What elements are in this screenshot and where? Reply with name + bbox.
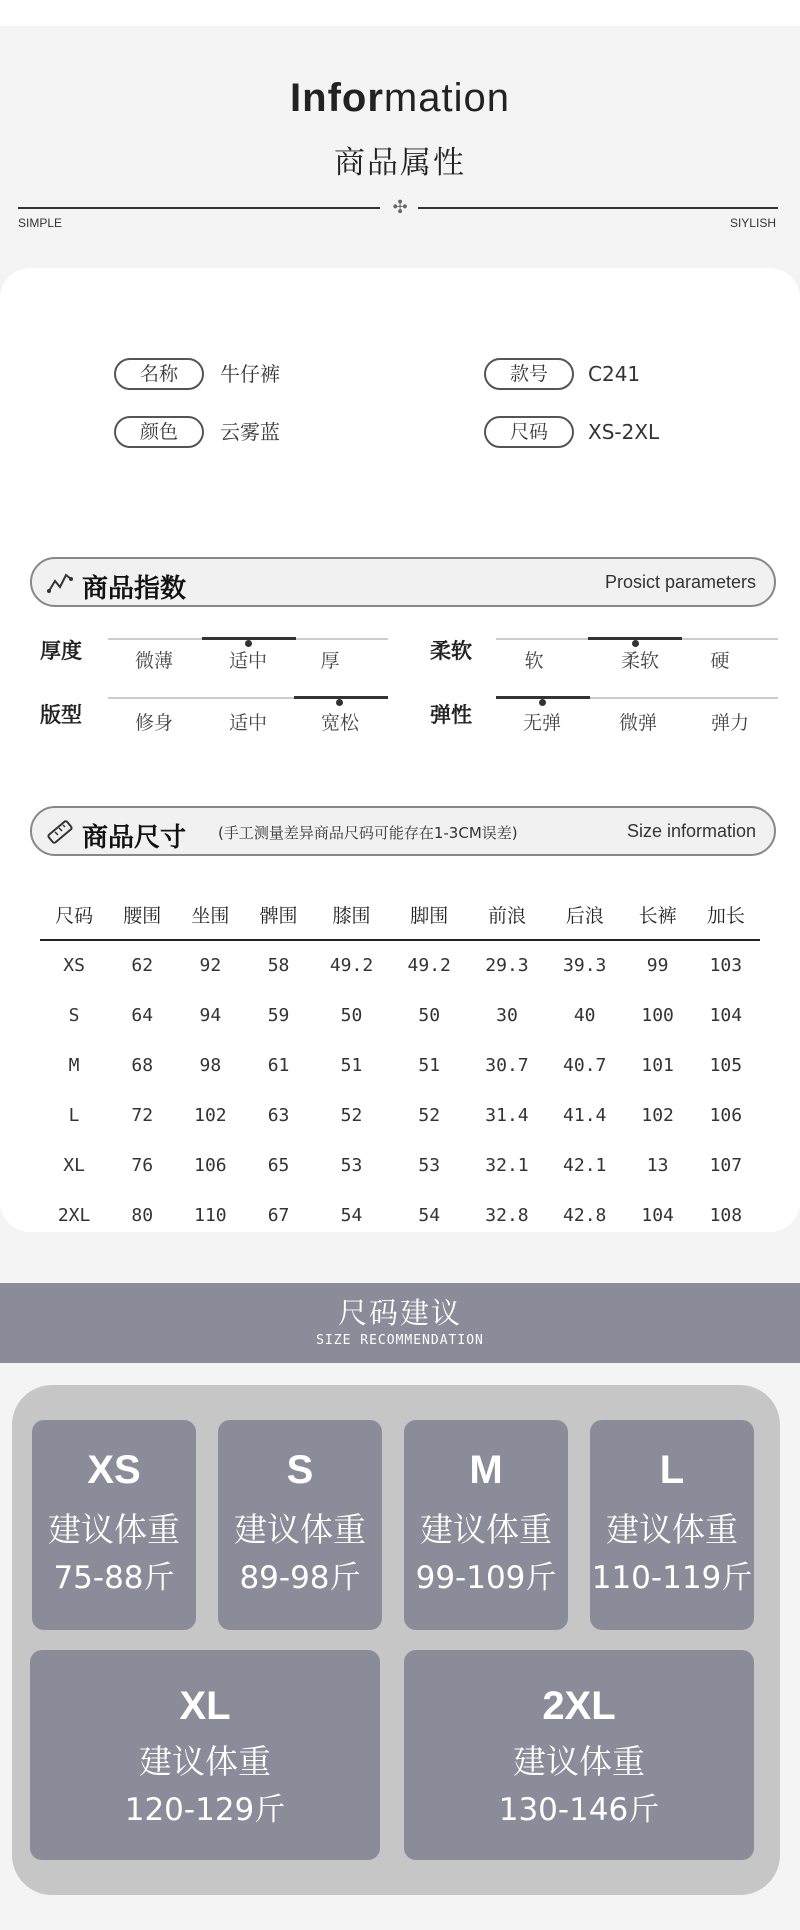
- table-cell: 29.3: [485, 955, 529, 976]
- ruler-icon: [46, 818, 74, 846]
- table-cell: 30.7: [485, 1054, 529, 1076]
- index-label-elasticity: 弹性: [430, 703, 472, 727]
- size-section-bar: [30, 806, 776, 856]
- col-header: 后浪: [565, 905, 604, 927]
- size-table: [40, 890, 760, 1240]
- index-option: 适中: [228, 712, 267, 734]
- size-section-subtitle: Size information: [626, 821, 756, 841]
- table-cell: 76: [131, 1154, 154, 1176]
- table-cell: 39.3: [563, 955, 607, 976]
- size-card-size: XS: [87, 1448, 141, 1492]
- index-option: 无弹: [522, 712, 561, 734]
- table-cell: 52: [418, 1104, 441, 1126]
- table-cell: 106: [709, 1104, 743, 1126]
- index-label-fit: 版型: [40, 703, 82, 727]
- size-card-range: 75-88斤: [53, 1560, 175, 1596]
- table-row: [40, 990, 760, 1040]
- table-cell: 92: [199, 955, 222, 976]
- attr-value-name: 牛仔裤: [220, 362, 280, 386]
- table-cell: 110: [194, 1204, 227, 1226]
- attr-label-color: 颜色: [114, 416, 204, 448]
- table-cell: 65: [267, 1154, 290, 1176]
- cross-ornament-icon: ✣: [392, 197, 408, 218]
- table-cell: 42.1: [563, 1154, 607, 1176]
- index-option: 微弹: [618, 712, 657, 734]
- size-card-label: 建议体重: [513, 1742, 645, 1781]
- header-divider-right: [418, 207, 778, 209]
- size-card-range: 110-119斤: [591, 1560, 753, 1596]
- table-row: [40, 1140, 760, 1190]
- table-cell: 102: [641, 1104, 674, 1126]
- col-header: 尺码: [55, 905, 94, 927]
- table-cell: 32.8: [485, 1204, 529, 1226]
- size-card-size: M: [469, 1448, 503, 1492]
- index-option: 软: [524, 650, 544, 672]
- size-card-label: 建议体重: [139, 1742, 271, 1781]
- table-cell: 30: [496, 1004, 518, 1026]
- index-section-bar: [30, 557, 776, 607]
- table-cell: 59: [267, 1004, 290, 1026]
- size-recommendation-banner: [0, 1283, 800, 1363]
- attr-label-style-no: 款号: [484, 358, 574, 390]
- size-card-l: [590, 1420, 754, 1630]
- table-cell: 41.4: [563, 1104, 607, 1126]
- size-section-note: (手工测量差异商品尺码可能存在1-3CM误差): [218, 824, 518, 842]
- index-option: 微薄: [134, 650, 173, 672]
- col-header: 膝围: [332, 905, 371, 927]
- top-white-strip: [0, 0, 800, 26]
- size-card-label: 建议体重: [234, 1510, 366, 1549]
- tag-simple: SIMPLE: [18, 216, 63, 230]
- table-cell: 31.4: [485, 1104, 529, 1126]
- table-cell: 100: [641, 1004, 674, 1026]
- attr-value-size: XS-2XL: [588, 420, 660, 444]
- page-subtitle: 商品属性: [334, 145, 466, 181]
- col-header: 髀围: [259, 905, 298, 927]
- table-cell: 52: [340, 1104, 363, 1126]
- index-option: 柔软: [620, 650, 659, 672]
- table-cell: 102: [194, 1104, 227, 1126]
- table-cell: 68: [131, 1054, 154, 1076]
- table-cell: 61: [267, 1054, 290, 1076]
- table-cell: XL: [63, 1154, 85, 1176]
- table-cell: 53: [418, 1154, 441, 1176]
- size-card-xs: [32, 1420, 196, 1630]
- index-option: 修身: [134, 712, 173, 734]
- size-card-size: XL: [179, 1684, 231, 1728]
- index-marker-fit: [336, 699, 343, 706]
- table-row: [40, 1040, 760, 1090]
- table-cell: 104: [641, 1204, 674, 1226]
- table-cell: 40.7: [563, 1054, 607, 1076]
- table-cell: 62: [131, 955, 154, 976]
- table-cell: XS: [63, 955, 85, 976]
- attr-value-style-no: C241: [588, 362, 641, 386]
- table-cell: 101: [641, 1054, 674, 1076]
- title-rest-part: mation: [383, 76, 510, 120]
- table-cell: 51: [340, 1054, 363, 1076]
- col-header: 前浪: [487, 905, 526, 927]
- table-row: [40, 1090, 760, 1140]
- table-cell: M: [68, 1054, 80, 1076]
- size-card-label: 建议体重: [420, 1510, 552, 1549]
- col-header: 脚围: [410, 905, 449, 927]
- size-card-label: 建议体重: [606, 1510, 738, 1549]
- index-option: 厚: [320, 650, 340, 672]
- table-cell: 105: [709, 1054, 743, 1076]
- table-cell: L: [68, 1104, 80, 1126]
- size-table-header: [40, 890, 760, 940]
- size-card-range: 130-146斤: [498, 1792, 660, 1828]
- table-cell: 106: [194, 1154, 227, 1176]
- recommendation-title: 尺码建议: [337, 1296, 462, 1330]
- table-cell: 72: [131, 1104, 154, 1126]
- table-cell: 80: [131, 1204, 154, 1226]
- size-card-size: S: [286, 1448, 314, 1492]
- size-card-m: [404, 1420, 568, 1630]
- table-cell: 98: [199, 1054, 222, 1076]
- table-cell: 2XL: [57, 1204, 91, 1226]
- table-cell: 32.1: [485, 1154, 529, 1176]
- index-option: 适中: [228, 650, 267, 672]
- table-cell: 104: [709, 1004, 743, 1026]
- table-cell: 50: [418, 1004, 441, 1026]
- tag-stylish: SIYLISH: [729, 216, 776, 230]
- table-cell: 94: [199, 1004, 222, 1026]
- size-card-range: 99-109斤: [415, 1560, 557, 1596]
- table-cell: S: [68, 1004, 80, 1026]
- table-cell: 53: [340, 1154, 363, 1176]
- table-cell: 58: [267, 955, 290, 976]
- col-header: 长裤: [638, 905, 677, 927]
- index-option: 弹力: [710, 712, 749, 734]
- table-cell: 51: [418, 1054, 441, 1076]
- table-cell: 54: [418, 1204, 441, 1226]
- size-section-title: 商品尺寸: [82, 823, 187, 853]
- table-row: [40, 1190, 760, 1240]
- size-card-range: 89-98斤: [239, 1560, 361, 1596]
- table-cell: 108: [709, 1204, 743, 1226]
- index-marker-elasticity: [539, 699, 546, 706]
- col-header: 坐围: [191, 905, 230, 927]
- table-cell: 63: [267, 1104, 290, 1126]
- table-cell: 13: [646, 1154, 669, 1176]
- attr-label-name: 名称: [114, 358, 204, 390]
- table-cell: 42.8: [563, 1204, 607, 1226]
- table-cell: 49.2: [407, 955, 451, 976]
- table-cell: 107: [709, 1154, 743, 1176]
- table-row: [40, 940, 760, 990]
- table-cell: 54: [340, 1204, 363, 1226]
- table-cell: 99: [646, 955, 669, 976]
- page-title: [0, 76, 800, 121]
- recommendation-panel: [12, 1385, 780, 1895]
- header-divider-left: [18, 207, 380, 209]
- table-cell: 40: [573, 1004, 596, 1026]
- index-label-softness: 柔软: [430, 639, 472, 663]
- size-card-s: [218, 1420, 382, 1630]
- table-cell: 50: [340, 1004, 363, 1026]
- recommendation-subtitle: SIZE RECOMMENDATION: [316, 1333, 484, 1348]
- size-card-2xl: [404, 1650, 754, 1860]
- index-option: 硬: [710, 650, 730, 672]
- attr-value-color: 云雾蓝: [220, 420, 280, 444]
- index-section-title: 商品指数: [82, 574, 187, 604]
- index-label-thickness: 厚度: [40, 639, 82, 663]
- size-card-label: 建议体重: [48, 1510, 180, 1549]
- title-bold-part: Infor: [290, 76, 384, 120]
- trend-line-icon: [46, 569, 74, 597]
- table-cell: 103: [709, 955, 743, 976]
- table-cell: 49.2: [329, 955, 374, 976]
- col-header: 腰围: [123, 905, 162, 927]
- attr-label-size: 尺码: [484, 416, 574, 448]
- col-header: 加长: [706, 905, 745, 927]
- table-cell: 64: [131, 1004, 154, 1026]
- size-card-size: 2XL: [542, 1684, 616, 1728]
- index-option: 宽松: [320, 712, 359, 734]
- table-cell: 67: [267, 1204, 290, 1226]
- size-card-xl: [30, 1650, 380, 1860]
- size-card-range: 120-129斤: [124, 1792, 286, 1828]
- index-section-subtitle: Prosict parameters: [604, 572, 756, 592]
- size-card-size: L: [659, 1448, 685, 1492]
